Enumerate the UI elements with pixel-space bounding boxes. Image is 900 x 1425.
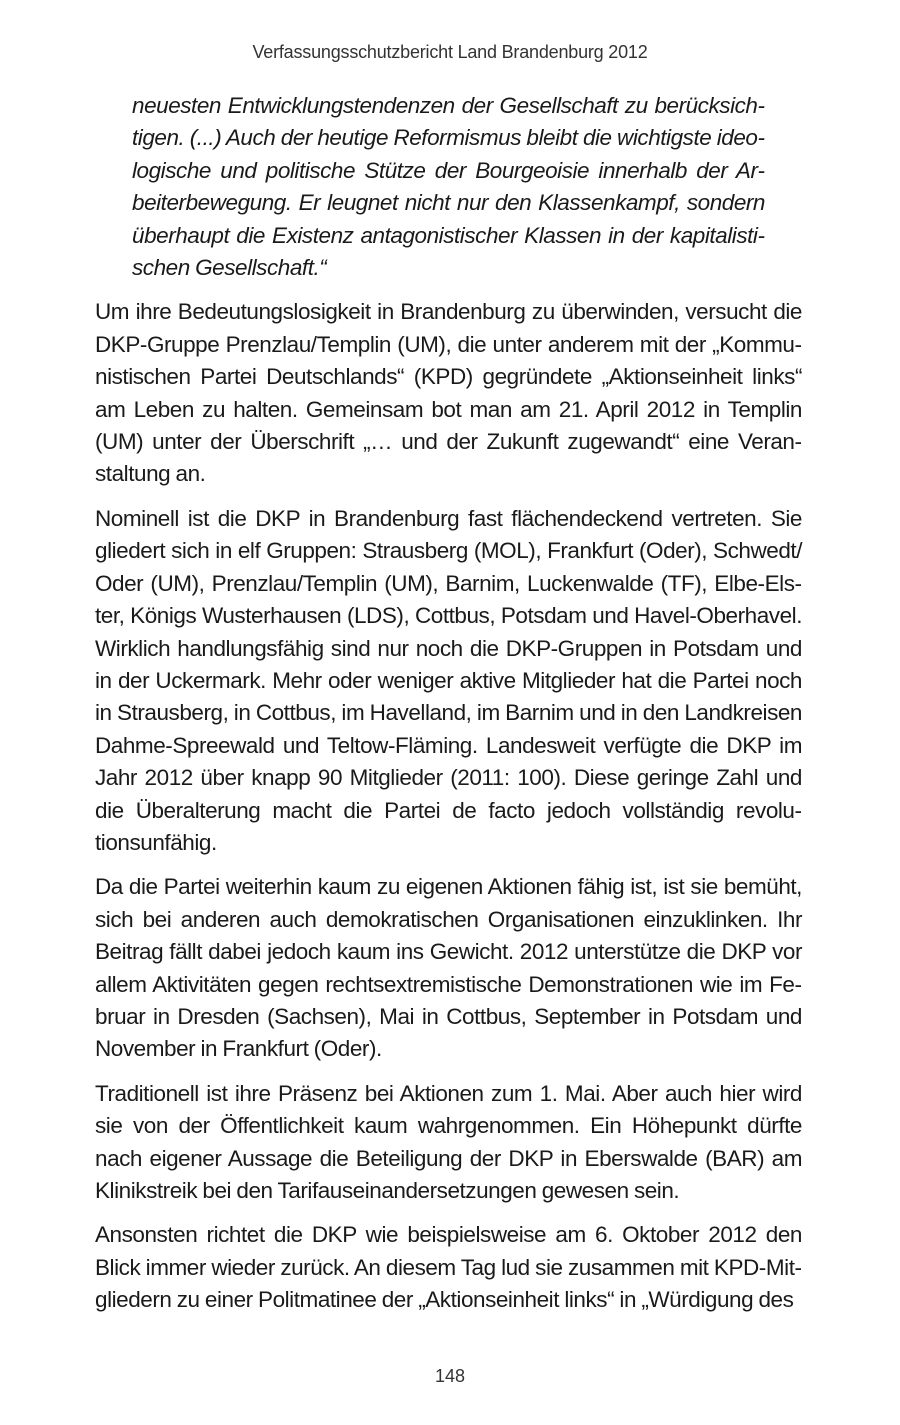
running-header: Verfassungsschutzbericht Land Brandenburg 2012 bbox=[252, 42, 648, 62]
paragraph-aktionseinheit: Um ihre Bedeutungslosigkeit in Brandenburg zu überwinden, versucht die DKP-Gruppe Prenzlau/Templin (UM), die unter anderem mit der „Kommunistischen Partei Deutschlands“ (KPD) gegründete „Aktionseinheit links“ am Leben zu halten. Gemeinsam bot man am 21. April 2012 in Templin (UM) unter der Überschrift „… und der Zukunft zugewandt“ eine Veranstaltung an. bbox=[95, 299, 802, 487]
paragraph-politmatinee: Ansonsten richtet die DKP wie beispielsweise am 6. Oktober 2012 den Blick immer wieder zurück. An diesem Tag lud sie zusammen mit KPD-Mitgliedern zu einer Politmatinee der „Aktionseinheit links“ in „Würdigung des bbox=[95, 1222, 802, 1313]
block-quote: neuesten Entwicklungstendenzen der Gesellschaft zu berücksichtigen. (...) Auch der heutige Reformismus bleibt die wichtigste ideologische und politische Stütze der Bourgeoisie innerhalb der Arbeiterbewegung. Er leugnet nicht nur den Klassenkampf, sondern überhaupt die Existenz antagonistischer Klassen in der kapitalistischen Gesellschaft.“ bbox=[132, 93, 765, 281]
paragraph-gruppen: Nominell ist die DKP in Brandenburg fast flächendeckend vertreten. Sie gliedert sich in elf Gruppen: Strausberg (MOL), Frankfurt (Oder), Schwedt/​Oder (UM), Prenzlau/Templin (UM), Barnim, Luckenwalde (TF), Elbe-Elster, Königs Wusterhausen (LDS), Cottbus, Potsdam und Havel-Oberhavel. Wirklich handlungsfähig sind nur noch die DKP-Gruppen in Potsdam und in der Uckermark. Mehr oder weniger aktive Mitglieder hat die Partei noch in Strausberg, in Cottbus, im Havelland, im Barnim und in den Landkreisen Dahme-Spreewald und Teltow-Fläming. Landesweit verfügte die DKP im Jahr 2012 über knapp 90 Mitglieder (2011: 100). Diese geringe Zahl und die Überalterung macht die Partei de facto jedoch vollständig revolutionsunfähig. bbox=[95, 505, 802, 855]
page-number: 148 bbox=[434, 1366, 466, 1386]
paragraph-aktionen: Da die Partei weiterhin kaum zu eigenen Aktionen fähig ist, ist sie bemüht, sich bei anderen auch demokratischen Organisationen einzuklinken. Ihr Beitrag fällt dabei jedoch kaum ins Gewicht. 2012 unterstütze die DKP vor allem Aktivitäten gegen rechtsextremistische Demonstrationen wie im Februar in Dresden (Sachsen), Mai in Cottbus, September in Potsdam und November in Frankfurt (Oder). bbox=[95, 874, 802, 1062]
body-text bbox=[95, 90, 802, 1317]
paragraph-erster-mai: Traditionell ist ihre Präsenz bei Aktionen zum 1. Mai. Aber auch hier wird sie von der Öffentlichkeit kaum wahrgenommen. Ein Höhepunkt dürfte nach eigener Aussage die Beteiligung der DKP in Eberswalde (BAR) am Klinikstreik bei den Tarifauseinandersetzungen gewesen sein. bbox=[95, 1080, 802, 1203]
